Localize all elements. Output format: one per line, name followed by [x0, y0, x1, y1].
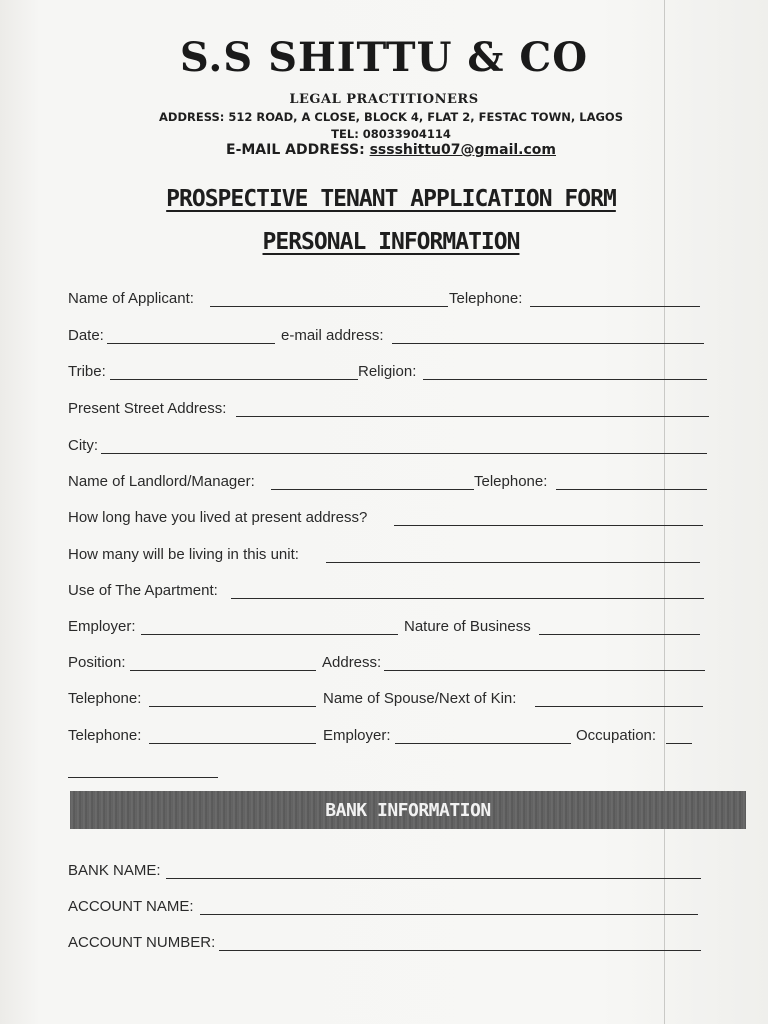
field-occupation[interactable] — [666, 743, 692, 744]
row-how-many — [68, 546, 713, 568]
firm-tagline: LEGAL PRACTITIONERS — [289, 92, 479, 107]
label-address: Address: — [322, 654, 382, 671]
label-telephone-4: Telephone: — [68, 727, 142, 744]
field-date[interactable] — [107, 343, 275, 344]
label-name-of-applicant: Name of Applicant: — [68, 290, 194, 307]
firm-name: S.S SHITTU & CO — [179, 34, 589, 81]
field-use-of-apartment[interactable] — [231, 598, 704, 599]
field-telephone-3[interactable] — [149, 706, 316, 707]
label-account-number: ACCOUNT NUMBER: — [68, 934, 216, 951]
label-email-address: e-mail address: — [281, 327, 384, 344]
field-nature-of-business[interactable] — [539, 634, 700, 635]
row-account-name — [68, 898, 708, 920]
section-personal-title — [0, 229, 768, 255]
label-telephone-1: Telephone: — [449, 290, 523, 307]
row-date-email — [68, 327, 708, 349]
field-religion[interactable] — [423, 379, 707, 380]
row-bank-name — [68, 862, 708, 884]
label-city: City: — [68, 437, 98, 454]
firm-email — [0, 142, 768, 158]
field-account-name[interactable] — [200, 914, 698, 915]
label-telephone-3: Telephone: — [68, 690, 142, 707]
firm-address: ADDRESS: 512 ROAD, A CLOSE, BLOCK 4, FLAT 2, FESTAC TOWN, LAGOS — [159, 110, 623, 124]
field-email-address[interactable] — [392, 343, 704, 344]
label-position: Position: — [68, 654, 126, 671]
firm-telephone: TEL: 08033904114 — [331, 127, 451, 141]
label-date: Date: — [68, 327, 104, 344]
field-account-number[interactable] — [219, 950, 701, 951]
field-city[interactable] — [101, 453, 707, 454]
label-bank-name: BANK NAME: — [68, 862, 161, 879]
field-name-of-landlord[interactable] — [271, 489, 474, 490]
label-telephone-2: Telephone: — [474, 473, 548, 490]
label-how-many: How many will be living in this unit: — [68, 546, 299, 563]
row-street-address — [68, 400, 713, 422]
row-use-of-apartment — [68, 582, 713, 604]
label-name-of-landlord: Name of Landlord/Manager: — [68, 473, 255, 490]
label-how-long: How long have you lived at present address? — [68, 509, 368, 526]
row-account-number — [68, 934, 708, 956]
email-link[interactable]: sssshittu07@gmail.com — [369, 142, 556, 158]
row-landlord — [68, 473, 713, 495]
section-bank-title: BANK INFORMATION — [325, 800, 491, 821]
row-tribe-religion — [68, 363, 713, 385]
label-tribe: Tribe: — [68, 363, 106, 380]
row-city — [68, 437, 713, 459]
field-bank-name[interactable] — [166, 878, 701, 879]
bank-section-header — [70, 791, 746, 829]
email-label: E-MAIL ADDRESS: — [226, 142, 365, 158]
row-applicant — [68, 290, 708, 312]
row-telephone-spouse — [68, 690, 713, 712]
field-present-street-address[interactable] — [236, 416, 709, 417]
row-position-address — [68, 654, 713, 676]
field-how-many[interactable] — [326, 562, 700, 563]
row-how-long — [68, 509, 713, 531]
field-position[interactable] — [130, 670, 316, 671]
label-account-name: ACCOUNT NAME: — [68, 898, 194, 915]
label-employer-1: Employer: — [68, 618, 136, 635]
row-telephone-employer-occupation — [68, 727, 713, 749]
field-address[interactable] — [384, 670, 705, 671]
field-name-of-applicant[interactable] — [210, 306, 448, 307]
field-telephone-1[interactable] — [530, 306, 700, 307]
label-nature-of-business: Nature of Business — [404, 618, 531, 635]
form-title — [0, 186, 768, 212]
label-use-of-apartment: Use of The Apartment: — [68, 582, 218, 599]
label-present-street-address: Present Street Address: — [68, 400, 227, 417]
field-telephone-4[interactable] — [149, 743, 316, 744]
label-employer-2: Employer: — [323, 727, 391, 744]
field-employer-2[interactable] — [395, 743, 571, 744]
row-employer — [68, 618, 713, 640]
field-spouse-next-of-kin[interactable] — [535, 706, 703, 707]
label-religion: Religion: — [358, 363, 417, 380]
field-employer-1[interactable] — [141, 634, 398, 635]
label-occupation: Occupation: — [576, 727, 657, 744]
field-occupation-continued[interactable] — [68, 777, 218, 778]
section-personal-text: PERSONAL INFORMATION — [262, 229, 520, 255]
field-tribe[interactable] — [110, 379, 358, 380]
form-title-text: PROSPECTIVE TENANT APPLICATION FORM — [166, 186, 616, 212]
label-spouse-next-of-kin: Name of Spouse/Next of Kin: — [323, 690, 517, 707]
field-telephone-2[interactable] — [556, 489, 707, 490]
field-how-long[interactable] — [394, 525, 703, 526]
